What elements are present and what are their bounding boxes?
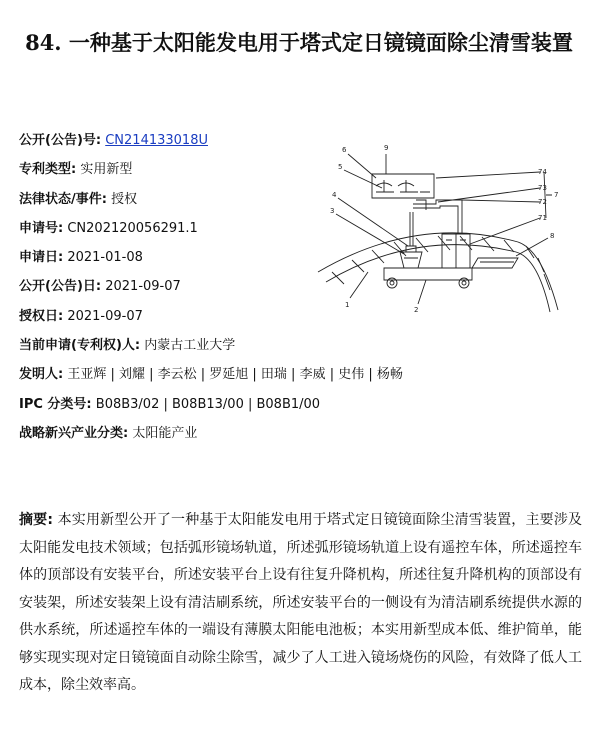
field-patent-type xyxy=(19,155,349,184)
field-label: 战略新兴产业分类: xyxy=(19,425,129,441)
leader-2 xyxy=(418,280,426,304)
wheel-right xyxy=(459,278,469,288)
label-8: 8 xyxy=(550,232,555,240)
label-72: 72 xyxy=(538,198,547,206)
field-label: 公开(公告)号: xyxy=(19,133,102,148)
field-value: 太阳能产业 xyxy=(132,425,198,441)
field-publication-number xyxy=(19,126,349,155)
water-pipe-2 xyxy=(413,206,458,234)
wheel-right-hub xyxy=(462,281,466,285)
abstract-text: 本实用新型公开了一种基于太阳能发电用于塔式定日镜镜面除尘清雪装置，主要涉及太阳能发电技术领域；包括弧形镜场轨道，所述弧形镜场轨道上设有遥控车体，所述遥控车体的顶部设有安装平台，所述安装平台上设有往复升降机构，所述往复升降机构的顶部设有安装架，所述安装架上设有清洁刷系统，所述安装平台的一侧设有为清洁刷系统提供水源的供水系统，所述遥控车体的一端设有薄膜太阳能电池板；本实用新型成本低、维护简单，能够实现实现对定日镜镜面自动除尘除雪，减少了人工进入镜场烧伤的风险，有效降了低人工成本，除尘效率高。 xyxy=(19,512,583,693)
label-1: 1 xyxy=(345,301,350,309)
abstract xyxy=(19,507,582,700)
patent-drawing xyxy=(312,140,574,318)
label-2: 2 xyxy=(414,306,419,314)
leader-74 xyxy=(436,172,540,178)
wheel-left-hub xyxy=(390,281,394,285)
wheel-left xyxy=(387,278,397,288)
field-application-date xyxy=(19,243,349,272)
label-5: 5 xyxy=(338,163,343,171)
field-value: B08B3/02 | B08B13/00 | B08B1/00 xyxy=(95,396,321,412)
bracket-7 xyxy=(544,172,552,218)
publication-number-link[interactable]: CN214133018U xyxy=(105,133,208,148)
field-value: CN202120056291.1 xyxy=(67,220,198,236)
field-label: 授权日: xyxy=(19,308,64,324)
leader-1 xyxy=(350,272,368,298)
label-3: 3 xyxy=(330,207,335,215)
field-value: 实用新型 xyxy=(80,162,133,178)
leader-72 xyxy=(462,200,540,202)
label-6: 6 xyxy=(342,146,347,154)
field-value: 2021-09-07 xyxy=(67,308,143,324)
field-label: 公开(公告)日: xyxy=(19,279,102,295)
patent-drawing-svg xyxy=(312,140,574,318)
field-label: 发明人: xyxy=(19,367,64,383)
leader-5 xyxy=(344,170,382,188)
solar-panel xyxy=(472,258,518,268)
leader-8 xyxy=(516,238,548,256)
leader-6 xyxy=(348,154,376,178)
field-grant-date xyxy=(19,302,349,331)
field-legal-status xyxy=(19,185,349,214)
field-label: IPC 分类号: xyxy=(19,396,92,412)
field-label: 申请日: xyxy=(19,250,64,266)
field-value: 2021-01-08 xyxy=(67,250,143,266)
patent-metadata xyxy=(19,126,403,448)
field-label: 法律状态/事件: xyxy=(19,191,107,207)
field-label: 专利类型: xyxy=(19,162,77,178)
page-title: 84. 一种基于太阳能发电用于塔式定日镜镜面除尘清雪装置 xyxy=(25,30,573,55)
lift-base xyxy=(400,252,422,268)
leader-4 xyxy=(338,198,408,246)
field-applicant xyxy=(19,331,349,360)
field-industry xyxy=(19,419,349,448)
field-value: 2021-09-07 xyxy=(105,279,181,295)
label-74: 74 xyxy=(538,168,547,176)
leader-71 xyxy=(470,218,540,244)
label-7: 7 xyxy=(554,191,559,199)
abstract-label: 摘要: xyxy=(19,512,53,528)
label-71: 71 xyxy=(538,214,547,222)
leader-73 xyxy=(438,188,540,202)
arc-track-inner xyxy=(326,245,550,312)
field-label: 当前申请(专利权)人: xyxy=(19,338,141,354)
brush-spindles xyxy=(384,180,406,192)
field-inventors xyxy=(19,360,403,389)
water-pipe-1 xyxy=(413,200,462,234)
arc-track-outer xyxy=(318,233,558,310)
vehicle-body xyxy=(384,268,472,280)
field-value: 王亚辉 | 刘耀 | 李云松 | 罗延旭 | 田瑞 | 李威 | 史伟 | 杨畅 xyxy=(67,367,403,383)
field-application-number xyxy=(19,214,349,243)
field-ipc xyxy=(19,390,349,419)
field-value: 授权 xyxy=(111,191,138,207)
field-label: 申请号: xyxy=(19,220,64,236)
valve xyxy=(416,200,426,210)
field-publication-date xyxy=(19,272,349,301)
field-value: 内蒙古工业大学 xyxy=(144,338,236,354)
label-4: 4 xyxy=(332,191,337,199)
mast xyxy=(410,212,413,246)
label-73: 73 xyxy=(538,184,547,192)
lift-mechanism xyxy=(404,246,418,258)
label-9: 9 xyxy=(384,144,389,152)
brush-heads xyxy=(376,183,414,186)
brush-frame xyxy=(372,174,434,198)
